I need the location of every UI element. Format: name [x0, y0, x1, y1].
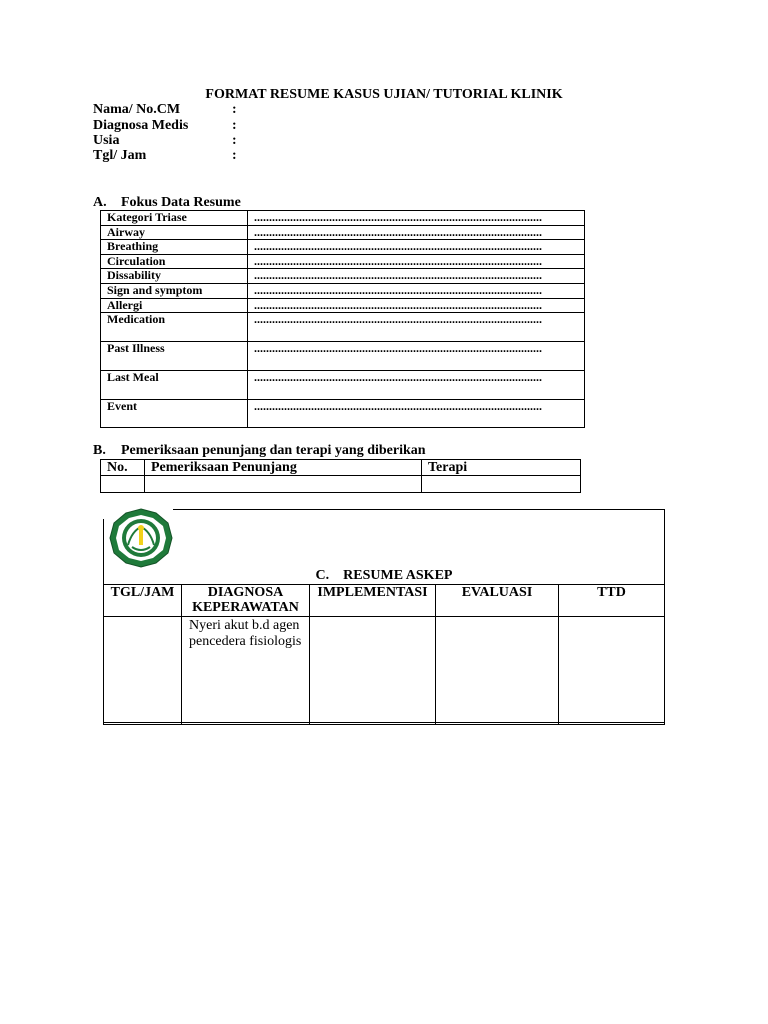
cell-diagnosa: Nyeri akut b.d agen pencedera fisiologis	[182, 617, 310, 725]
fokus-value: ................................................................................................	[248, 284, 585, 299]
fokus-label: Airway	[101, 226, 248, 240]
field-label-tgl: Tgl/ Jam	[93, 148, 147, 163]
fokus-value: ................................................................................................	[248, 269, 585, 284]
fokus-value: ................................................................................................	[248, 211, 585, 226]
fokus-value: ................................................................................................	[248, 371, 585, 400]
col-header-pemeriksaan: Pemeriksaan Penunjang	[145, 460, 422, 476]
fokus-value: ................................................................................................	[248, 226, 585, 240]
fokus-data-table	[100, 210, 585, 428]
fokus-label: Breathing	[101, 240, 248, 255]
fokus-value: ................................................................................................	[248, 240, 585, 255]
empty-cell	[422, 476, 581, 493]
field-colon: :	[232, 148, 237, 163]
col-header-ttd: TTD	[559, 585, 665, 617]
document-title: FORMAT RESUME KASUS UJIAN/ TUTORIAL KLINIK	[205, 87, 563, 102]
cell-evaluasi	[436, 617, 559, 725]
empty-cell	[101, 476, 145, 493]
col-header-tgl-jam: TGL/JAM	[104, 585, 182, 617]
field-label-usia: Usia	[93, 133, 120, 148]
field-label-diagnosa: Diagnosa Medis	[93, 118, 189, 133]
fokus-label: Medication	[101, 313, 248, 342]
pemeriksaan-table	[100, 459, 581, 493]
fokus-value: ................................................................................................	[248, 400, 585, 428]
fokus-value: ................................................................................................	[248, 313, 585, 342]
cell-implementasi	[310, 617, 436, 725]
section-a-title: Fokus Data Resume	[121, 195, 241, 210]
field-colon: :	[232, 118, 237, 133]
col-header-no: No.	[101, 460, 145, 476]
university-seal-icon	[108, 507, 174, 569]
cell-tgl-jam	[104, 617, 182, 725]
fokus-label: Dissability	[101, 269, 248, 284]
fokus-value: ................................................................................................	[248, 299, 585, 313]
fokus-value: ................................................................................................	[248, 255, 585, 269]
col-header-implementasi: IMPLEMENTASI	[310, 585, 436, 617]
section-b-title: Pemeriksaan penunjang dan terapi yang diberikan	[121, 443, 426, 458]
field-colon: :	[232, 133, 237, 148]
fokus-label: Circulation	[101, 255, 248, 269]
fokus-label: Sign and symptom	[101, 284, 248, 299]
fokus-label: Last Meal	[101, 371, 248, 400]
fokus-value: ................................................................................................	[248, 342, 585, 371]
section-c-title: RESUME ASKEP	[343, 568, 453, 583]
section-c-marker: C.	[315, 568, 330, 583]
empty-cell	[145, 476, 422, 493]
fokus-label: Past Illness	[101, 342, 248, 371]
section-c-heading	[0, 568, 768, 584]
col-header-diagnosa: DIAGNOSA KEPERAWATAN	[182, 585, 310, 617]
resume-askep-table	[103, 584, 665, 725]
fokus-label: Allergi	[101, 299, 248, 313]
field-colon: :	[232, 102, 237, 117]
col-header-terapi: Terapi	[422, 460, 581, 476]
section-a-marker: A.	[93, 195, 107, 210]
section-b-marker: B.	[93, 443, 106, 458]
fokus-label: Kategori Triase	[101, 211, 248, 226]
cell-ttd	[559, 617, 665, 725]
fokus-label: Event	[101, 400, 248, 428]
col-header-evaluasi: EVALUASI	[436, 585, 559, 617]
field-label-nama: Nama/ No.CM	[93, 102, 181, 117]
